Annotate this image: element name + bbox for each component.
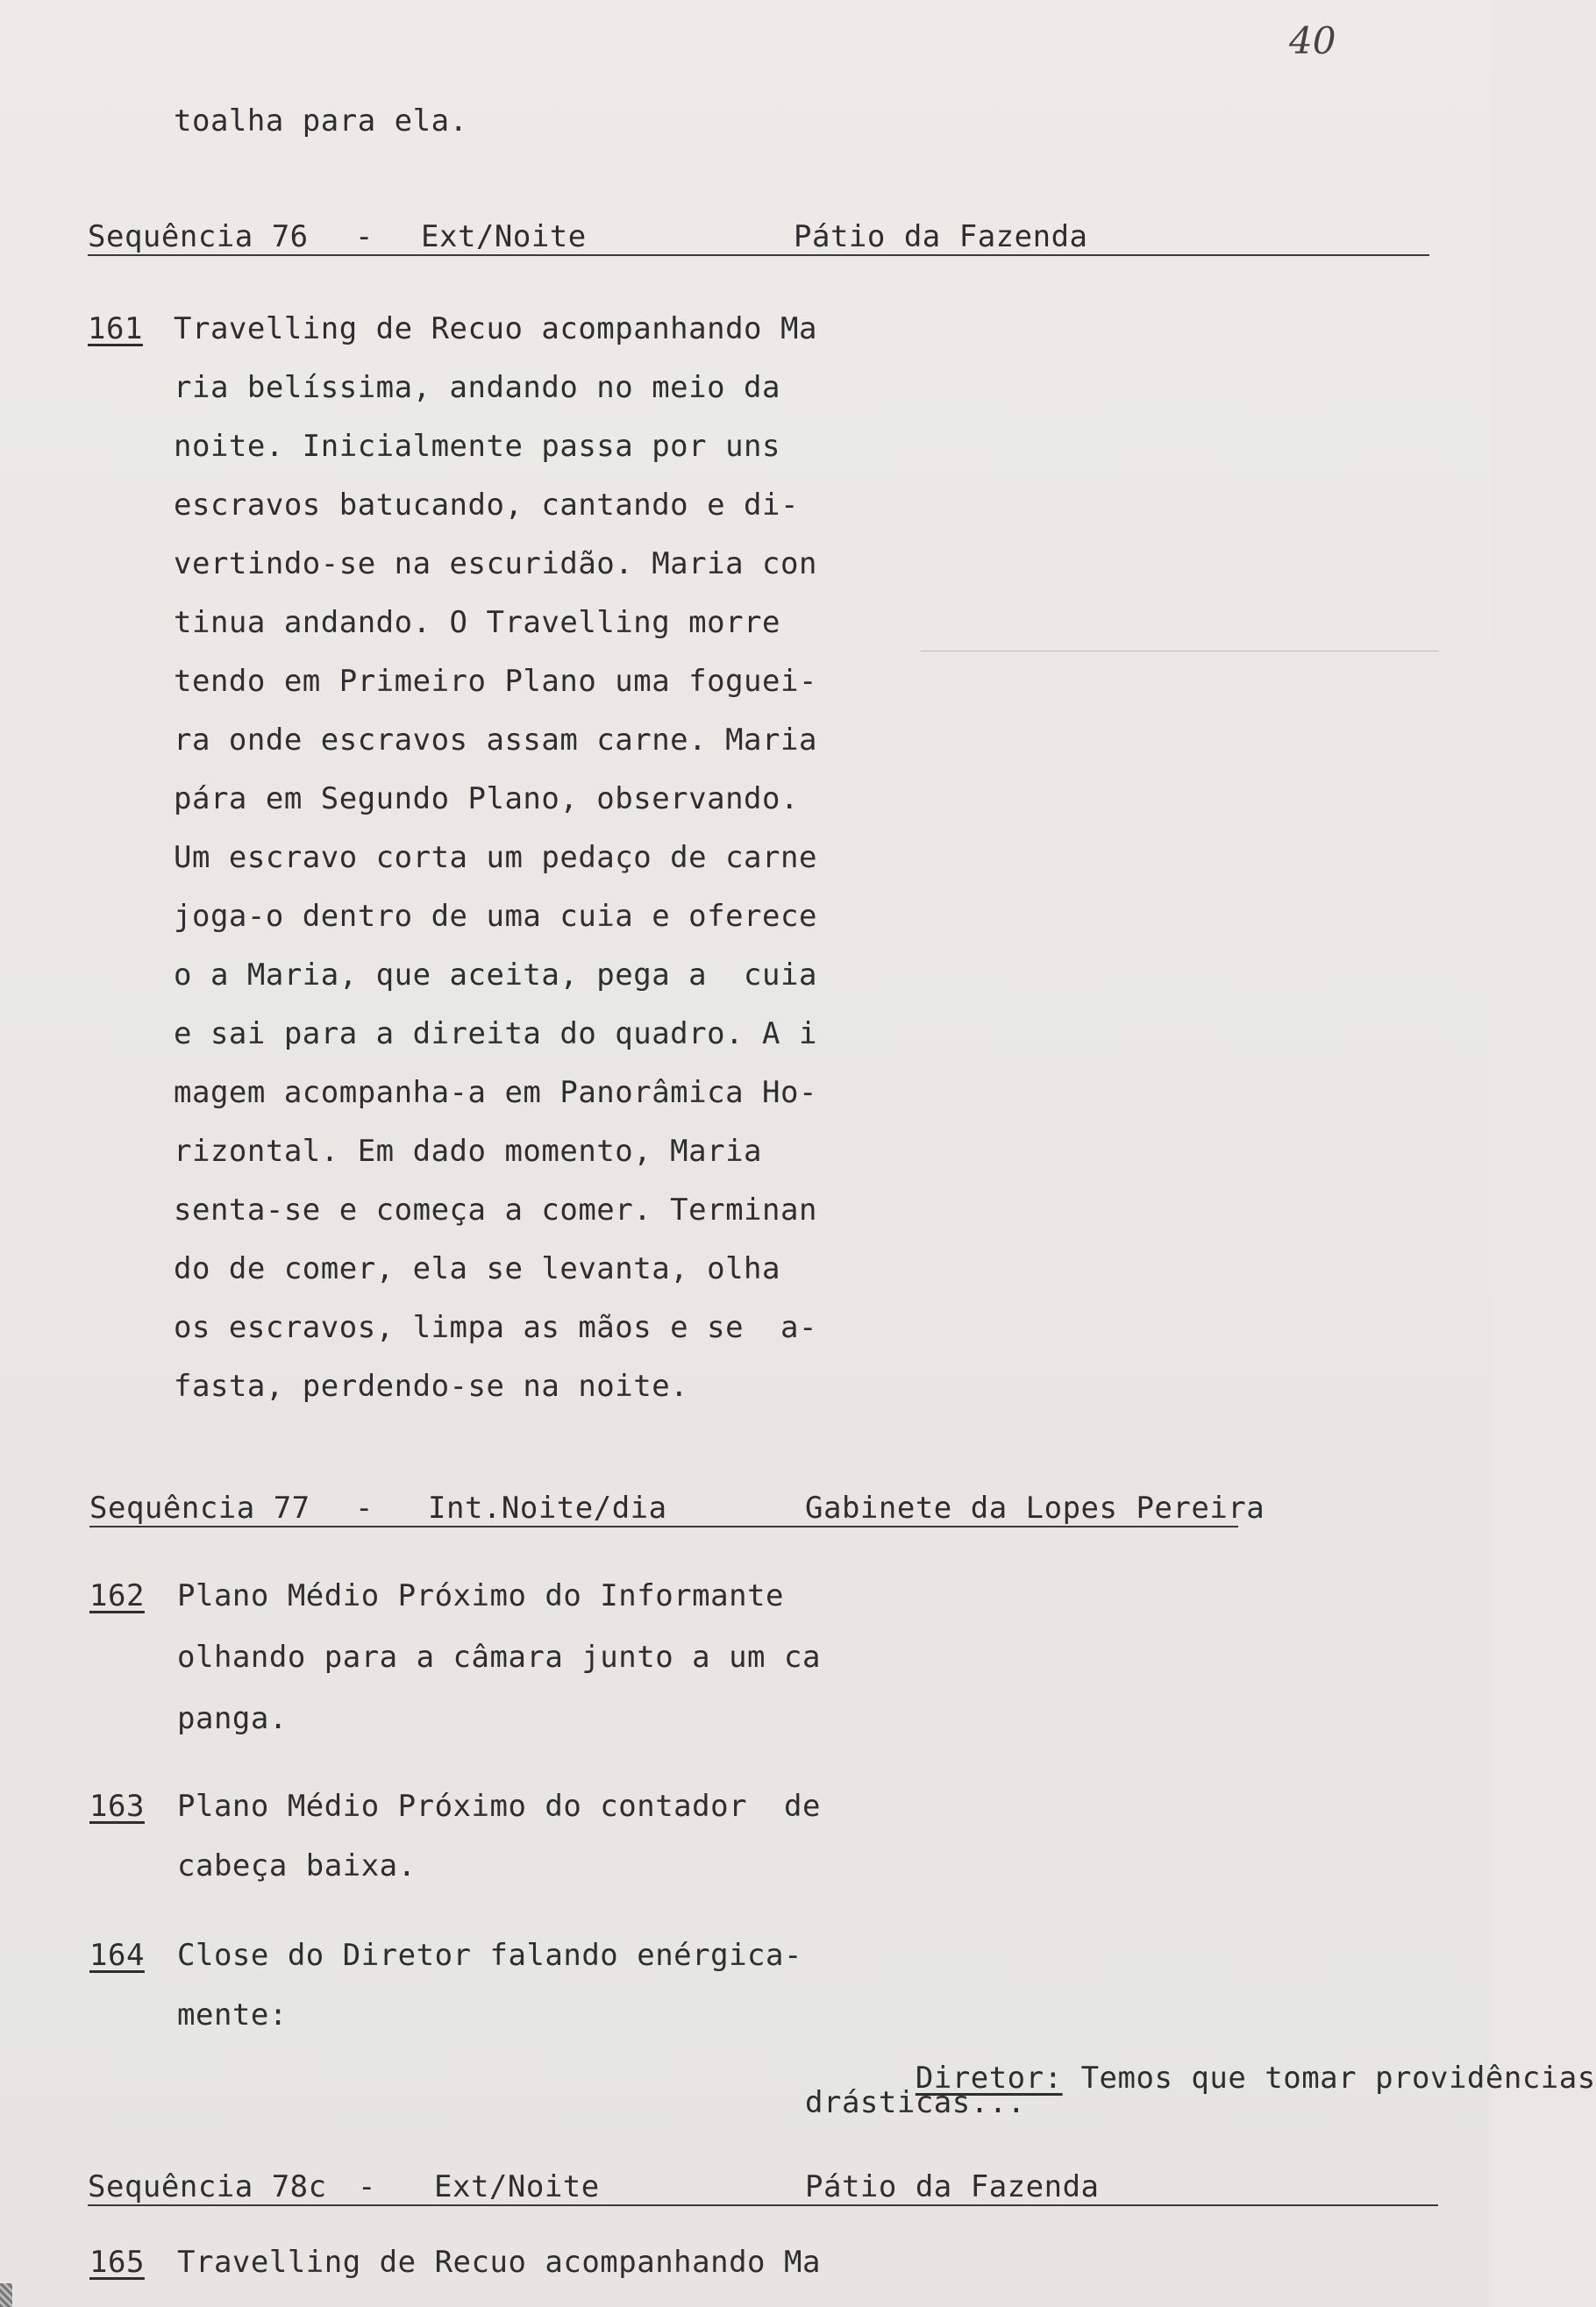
shot-line: fasta, perdendo-se na noite. (174, 1369, 689, 1404)
shot-line: Close do Diretor falando enérgica- (177, 1938, 802, 1973)
shot-line: ra onde escravos assam carne. Maria (174, 723, 817, 758)
shot-number: 161 (88, 311, 143, 346)
shot-line: magem acompanha-a em Panorâmica Ho- (174, 1075, 817, 1110)
shot-line: Travelling de Recuo acompanhando Ma (174, 311, 817, 346)
shot-line: Um escravo corta um pedaço de carne (174, 840, 817, 875)
page-number: 40 (1289, 19, 1336, 62)
sequence-dash: - (358, 2169, 376, 2204)
sequence-rule (88, 2204, 1438, 2206)
shot-line: pára em Segundo Plano, observando. (174, 781, 799, 816)
sequence-dash: - (355, 1491, 374, 1526)
shot-line: ria belíssima, andando no meio da (174, 370, 781, 405)
shot-line: noite. Inicialmente passa por uns (174, 429, 781, 464)
shot-line: escravos batucando, cantando e di- (174, 488, 799, 523)
shot-number: 162 (89, 1578, 145, 1613)
sequence-time: Ext/Noite (421, 219, 587, 254)
sequence-rule (89, 1526, 1238, 1527)
shot-line: olhando para a câmara junto a um ca (177, 1640, 821, 1675)
shot-line: e sai para a direita do quadro. A i (174, 1016, 817, 1051)
scan-corner-mark (0, 2283, 12, 2307)
shot-line: Plano Médio Próximo do contador de (177, 1789, 821, 1824)
shot-number: 165 (89, 2245, 145, 2280)
shot-line: joga-o dentro de uma cuia e oferece (174, 899, 817, 934)
sequence-place: Gabinete da Lopes Pereira (805, 1491, 1265, 1526)
sequence-rule (88, 254, 1429, 256)
shot-line: cabeça baixa. (177, 1848, 417, 1883)
shot-number: 164 (89, 1938, 145, 1973)
shot-line: senta-se e começa a comer. Terminan (174, 1193, 817, 1228)
dialogue-speaker: Diretor: (915, 2061, 1063, 2096)
shot-line: mente: (177, 1997, 288, 2033)
shot-line: vertindo-se na escuridão. Maria con (174, 546, 817, 581)
sequence-place: Pátio da Fazenda (794, 219, 1088, 254)
shot-line: tendo em Primeiro Plano uma foguei- (174, 664, 817, 699)
sequence-label: Sequência 77 (89, 1491, 310, 1526)
sequence-time: Int.Noite/dia (428, 1491, 667, 1526)
shot-line: tinua andando. O Travelling morre (174, 605, 781, 640)
shot-line: do de comer, ela se levanta, olha (174, 1251, 781, 1286)
shot-line: panga. (177, 1701, 288, 1736)
stray-mark (921, 651, 1438, 652)
shot-line: Plano Médio Próximo do Informante (177, 1578, 785, 1613)
shot-number: 163 (89, 1789, 145, 1824)
shot-line: o a Maria, que aceita, pega a cuia (174, 958, 817, 993)
sequence-label: Sequência 76 (88, 219, 309, 254)
continuation-text: toalha para ela. (174, 103, 468, 139)
shot-line: os escravos, limpa as mãos e se a- (174, 1310, 817, 1345)
sequence-label: Sequência 78c (88, 2169, 327, 2204)
sequence-place: Pátio da Fazenda (805, 2169, 1100, 2204)
shot-line: rizontal. Em dado momento, Maria (174, 1134, 763, 1169)
dialogue-continuation: drásticas... (805, 2085, 1026, 2120)
sequence-time: Ext/Noite (434, 2169, 600, 2204)
sequence-dash: - (355, 219, 374, 254)
shot-line: Travelling de Recuo acompanhando Ma (177, 2245, 821, 2280)
dialogue-text: Temos que tomar providências (1062, 2061, 1596, 2096)
